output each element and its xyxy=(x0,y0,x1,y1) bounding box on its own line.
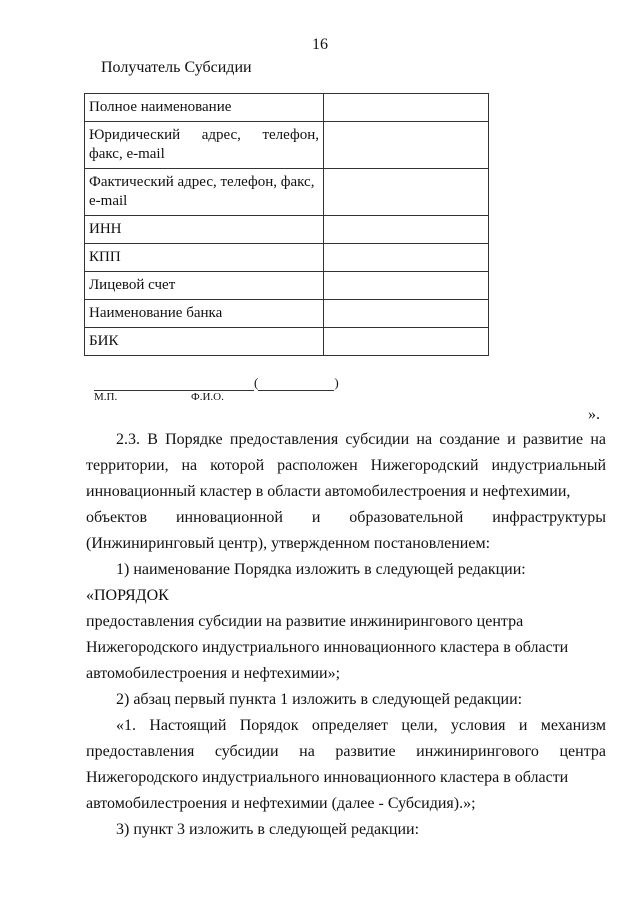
list-item-1: 1) наименование Порядка изложить в следующей редакции: xyxy=(116,561,526,578)
signature-name-field xyxy=(254,375,339,391)
section-subheading-line: предоставления субсидии на развитие инжинирингового центра xyxy=(86,613,524,630)
recipient-details-table xyxy=(84,93,489,356)
quoted-paragraph-end: автомобилестроения и нефтехимии (далее - Субсидия).»; xyxy=(86,795,476,812)
list-item-2: 2) абзац первый пункта 1 изложить в следующей редакции: xyxy=(116,691,523,708)
table-row-value xyxy=(324,122,489,169)
paragraph-2-3-line: объектов инновационной и образовательной инфраструктуры xyxy=(86,509,606,526)
page-number: 16 xyxy=(312,36,328,53)
signature-line xyxy=(94,375,339,391)
table-row-label: КПП xyxy=(85,244,324,272)
list-item-3: 3) пункт 3 изложить в следующей редакции: xyxy=(116,821,420,838)
section-subheading-line: автомобилестроения и нефтехимии»; xyxy=(86,665,341,682)
table-row-label: Лицевой счет xyxy=(85,272,324,300)
table-row-value xyxy=(324,169,489,216)
document-body xyxy=(86,427,606,843)
table-row-label: Юридический адрес, телефон, факс, e-mail xyxy=(85,122,324,169)
paren-open: ( xyxy=(254,375,259,390)
table-row-label: Фактический адрес, телефон, факс, e-mail xyxy=(85,169,324,216)
table-row-value xyxy=(324,300,489,328)
paragraph-2-3-end: (Инжиниринговый центр), утвержденном постановлением: xyxy=(86,535,491,552)
table-row-label: ИНН xyxy=(85,216,324,244)
signature-field xyxy=(94,376,254,391)
fio-label: Ф.И.О. xyxy=(191,391,224,403)
table-row xyxy=(85,300,489,328)
table-row-value xyxy=(324,94,489,122)
table-row xyxy=(85,169,489,216)
paragraph-2-3: 2.3. В Порядке предоставления субсидии на создание и развитие на территории, на которой расположен Нижегородский индустриальный инновационный кластер в области автомобилестроения и нефтехимии, xyxy=(86,431,606,500)
table-row-label: БИК xyxy=(85,328,324,356)
closing-quote: ». xyxy=(588,406,600,423)
table-row xyxy=(85,272,489,300)
table-row-label: Полное наименование xyxy=(85,94,324,122)
table-row-value xyxy=(324,328,489,356)
recipient-title: Получатель Субсидии xyxy=(101,59,252,76)
table-row xyxy=(85,94,489,122)
stamp-label: М.П. xyxy=(94,391,118,403)
signature-labels xyxy=(94,391,224,403)
section-subheading-line: Нижегородского индустриального инновационного кластера в области xyxy=(86,639,569,656)
table-row xyxy=(85,244,489,272)
table-row-value xyxy=(324,216,489,244)
quoted-paragraph: «1. Настоящий Порядок определяет цели, условия и механизм предоставления субсидии на развитие инжинирингового центра Нижегородского индустриального инновационного кластера в области xyxy=(86,717,606,786)
table-row xyxy=(85,328,489,356)
table-row-value xyxy=(324,244,489,272)
table-row-value xyxy=(324,272,489,300)
paren-close: ) xyxy=(334,375,339,390)
table-row xyxy=(85,122,489,169)
table-row-label: Наименование банка xyxy=(85,300,324,328)
table-row xyxy=(85,216,489,244)
name-underline xyxy=(258,376,334,391)
section-heading: «ПОРЯДОК xyxy=(86,587,169,604)
